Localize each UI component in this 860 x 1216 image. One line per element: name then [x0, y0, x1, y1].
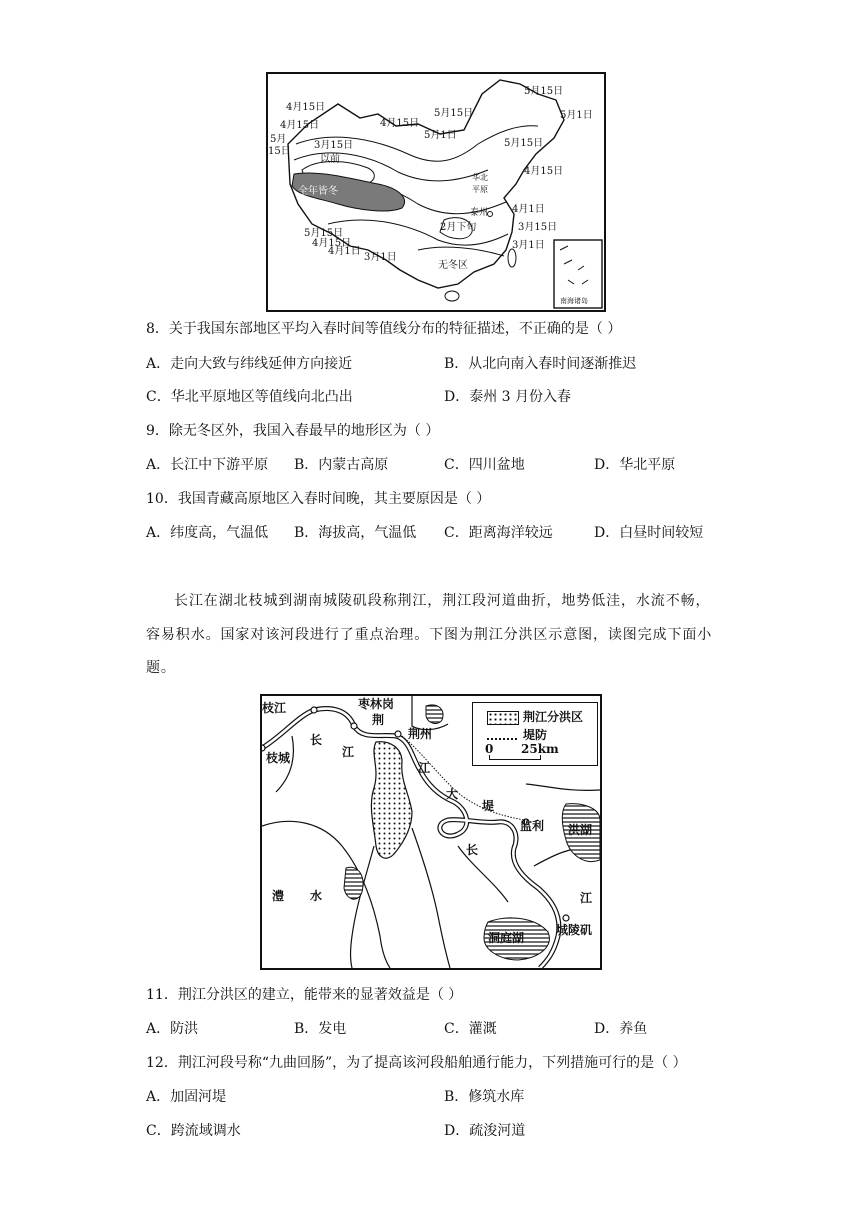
region-label-no-winter: 无冬区 [438, 260, 468, 271]
passage-line-3: 题。 [146, 660, 176, 676]
dike-label-di: 堤 [482, 799, 495, 813]
question-9-option-c[interactable]: C．四川盆地 [444, 457, 525, 473]
lake-label-dongting: 洞庭湖 [488, 931, 525, 945]
isoline-label: 4月15日 [312, 238, 352, 249]
map-legend [472, 702, 598, 766]
region-label: 华北 [472, 173, 488, 182]
isoline-label: 5月15日 [434, 108, 474, 119]
isoline-label: 4月15日 [380, 118, 420, 129]
isoline-label: 5月15日 [504, 138, 544, 149]
question-8-option-d[interactable]: D．泰州 3 月份入春 [444, 389, 572, 405]
place-label-honghu: 洪湖 [568, 823, 593, 837]
question-8-option-c[interactable]: C．华北平原地区等值线向北凸出 [146, 389, 353, 405]
question-12-stem: 12．荆江河段号称“九曲回肠”，为了提高该河段船舶通行能力，下列措施可行的是（ ） [146, 1055, 687, 1071]
region-label: 平原 [472, 185, 488, 194]
question-10-option-d[interactable]: D．白昼时间较短 [594, 525, 704, 541]
river-label-shui: 水 [310, 889, 323, 903]
place-label-jianli: 监利 [520, 819, 545, 833]
question-11-option-c[interactable]: C．灌溉 [444, 1021, 497, 1037]
isoline-label: 5月15日 [524, 86, 564, 97]
place-label-zaolingang: 枣林岗 [358, 697, 395, 711]
place-label-jingzhou: 荆州 [408, 727, 433, 741]
isoline-label: 4月1日 [328, 246, 361, 257]
question-8-option-a[interactable]: A．走向大致与纬线延伸方向接近 [146, 356, 353, 372]
question-9-option-a[interactable]: A．长江中下游平原 [146, 457, 269, 473]
question-11-option-b[interactable]: B．发电 [294, 1021, 347, 1037]
question-9-option-b[interactable]: B．内蒙古高原 [294, 457, 389, 473]
legend-label-dike: 堤防 [523, 728, 548, 742]
question-11-stem: 11．荆江分洪区的建立，能带来的显著效益是（ ） [146, 987, 463, 1003]
legend-swatch-diversion-area [487, 711, 519, 725]
jingjiang-flood-diversion-map [260, 694, 602, 970]
question-8-stem: 8．关于我国东部地区平均入春时间等值线分布的特征描述，不正确的是（ ） [146, 321, 622, 337]
dike-label-da: 大 [446, 787, 459, 801]
isoline-label: 5月 [270, 134, 287, 145]
legend-scale-length: 25km [521, 742, 559, 756]
isoline-label: 4月15日 [280, 120, 320, 131]
legend-scale-zero: 0 [485, 742, 494, 756]
question-10-option-a[interactable]: A．纬度高，气温低 [146, 525, 269, 541]
region-label-perennial-winter: 全年皆冬 [298, 186, 338, 197]
isoline-label: 5月1日 [560, 110, 593, 121]
river-label-li: 澧 [272, 889, 285, 903]
city-label-taizhou: 泰州 [470, 208, 489, 218]
isoline-label: 2月下旬 [440, 222, 477, 233]
river-label-jiang: 江 [580, 891, 593, 905]
isoline-label: 以前 [320, 154, 340, 165]
inset-label-south-china-sea: 南海诸岛 [560, 297, 588, 305]
question-12-option-a[interactable]: A．加固河堤 [146, 1089, 227, 1105]
isoline-label: 3月15日 [314, 140, 354, 151]
question-10-option-b[interactable]: B．海拔高，气温低 [294, 525, 417, 541]
isoline-label: 4月15日 [286, 102, 326, 113]
river-label-jiang: 江 [418, 761, 431, 775]
river-label-chang: 长 [466, 843, 479, 857]
isoline-label: 5月15日 [304, 228, 344, 239]
river-label-chang: 长 [310, 733, 323, 747]
isoline-label: 3月1日 [512, 240, 545, 251]
passage-line-1: 长江在湖北枝城到湖南城陵矶段称荆江，荆江段河道曲折，地势低洼，水流不畅， [174, 593, 711, 609]
isoline-label: 5月1日 [424, 130, 457, 141]
place-label-zhicheng: 枝城 [266, 751, 291, 765]
question-9-stem: 9．除无冬区外，我国入春最早的地形区为（ ） [146, 423, 440, 439]
question-9-option-d[interactable]: D．华北平原 [594, 457, 676, 473]
legend-swatch-dike [487, 733, 517, 740]
place-label-zhijiang: 枝江 [262, 701, 287, 715]
spring-onset-map [266, 72, 606, 312]
isoline-label: 4月15日 [524, 166, 564, 177]
question-10-stem: 10．我国青藏高原地区入春时间晚，其主要原因是（ ） [146, 491, 491, 507]
legend-label-diversion-area: 荆江分洪区 [523, 710, 584, 724]
question-11-option-d[interactable]: D．养鱼 [594, 1021, 648, 1037]
question-10-option-c[interactable]: C．距离海洋较远 [444, 525, 553, 541]
question-12-option-d[interactable]: D．疏浚河道 [444, 1123, 526, 1139]
isoline-label: 15日 [268, 146, 291, 157]
question-11-option-a[interactable]: A．防洪 [146, 1021, 199, 1037]
isoline-label: 3月15日 [518, 222, 558, 233]
question-12-option-b[interactable]: B．修筑水库 [444, 1089, 525, 1105]
place-label-chenglingji: 城陵矶 [556, 923, 593, 937]
isoline-label: 3月1日 [364, 252, 397, 263]
passage-line-2: 容易积水。国家对该河段进行了重点治理。下图为荆江分洪区示意图，读图完成下面小 [146, 627, 713, 643]
question-12-option-c[interactable]: C．跨流域调水 [146, 1123, 241, 1139]
place-label-jing: 荆 [372, 713, 385, 727]
question-8-option-b[interactable]: B．从北向南入春时间逐渐推迟 [444, 356, 637, 372]
isoline-label: 4月1日 [512, 204, 545, 215]
river-label-jiang: 江 [342, 745, 355, 759]
